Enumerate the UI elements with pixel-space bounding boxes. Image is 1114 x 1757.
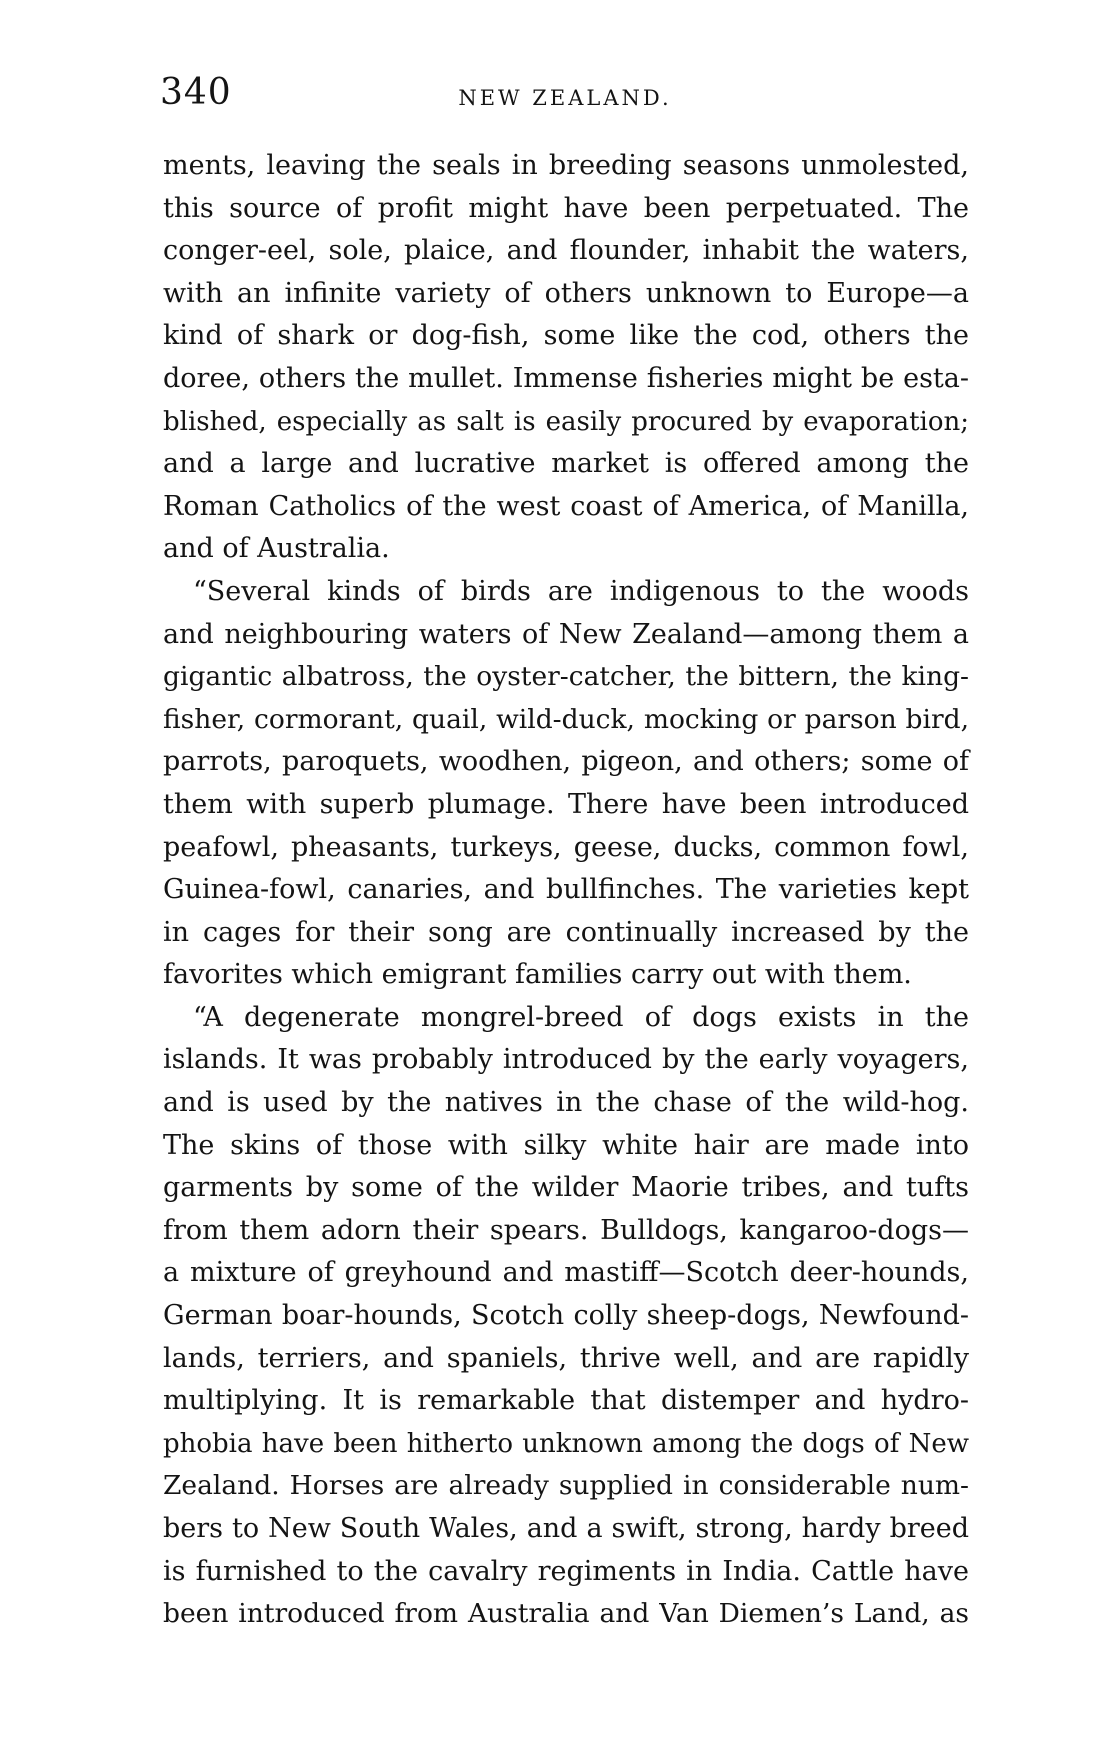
text-line: fisher, cormorant, quail, wild-duck, mocking or parson bird, [163, 703, 969, 735]
text-line: favorites which emigrant families carry out with them. [163, 959, 912, 991]
text-line: ments, leaving the seals in breeding seasons unmolested, [163, 150, 969, 181]
text-line: doree, others the mullet. Immense fisheries might be esta- [163, 362, 969, 394]
text-line: German boar-hounds, Scotch colly sheep-dogs, Newfound- [163, 1300, 969, 1332]
text-line: been introduced from Australia and Van Diemen’s Land, as [163, 1598, 969, 1630]
text-line: in cages for their song are continually increased by the [163, 916, 969, 948]
text-line: islands. It was probably introduced by the early voyagers, [163, 1044, 969, 1076]
text-line: peafowl, pheasants, turkeys, geese, ducks, common fowl, [163, 831, 969, 863]
body-text [163, 145, 969, 1636]
text-line: multiplying. It is remarkable that distemper and hydro- [163, 1385, 969, 1417]
text-line: and neighbouring waters of New Zealand—among them a [163, 618, 969, 650]
running-title: NEW ZEALAND. [458, 86, 672, 110]
text-line: blished, especially as salt is easily procured by evaporation; [163, 406, 969, 437]
text-line: Guinea-fowl, canaries, and bullfinches. The varieties kept [163, 874, 969, 906]
page-number: 340 [160, 72, 232, 113]
text-line: and is used by the natives in the chase of the wild-hog. [163, 1087, 969, 1119]
text-line: a mixture of greyhound and mastiff—Scotch deer-hounds, [163, 1257, 969, 1289]
text-line: garments by some of the wilder Maorie tribes, and tufts [163, 1172, 969, 1204]
text-line: phobia have been hitherto unknown among the dogs of New [163, 1428, 969, 1459]
text-line: parrots, paroquets, woodhen, pigeon, and others; some of [163, 746, 969, 778]
text-line: from them adorn their spears. Bulldogs, kangaroo-dogs— [163, 1214, 969, 1246]
running-head [160, 72, 970, 122]
text-line: Zealand. Horses are already supplied in considerable num- [163, 1470, 969, 1502]
text-line: lands, terriers, and spaniels, thrive well, and are rapidly [163, 1342, 969, 1374]
paragraph-first-line: “A degenerate mongrel-breed of dogs exists in the [193, 1001, 969, 1033]
text-line: and of Australia. [163, 533, 390, 565]
text-line: this source of profit might have been perpetuated. The [163, 192, 969, 224]
text-line: with an infinite variety of others unknown to Europe—a [163, 277, 969, 309]
text-line: Roman Catholics of the west coast of America, of Manilla, [163, 490, 969, 522]
text-line: them with superb plumage. There have been introduced [163, 788, 969, 820]
text-line: The skins of those with silky white hair are made into [163, 1129, 969, 1161]
text-line: kind of shark or dog-fish, some like the cod, others the [163, 320, 969, 352]
text-line: is furnished to the cavalry regiments in India. Cattle have [163, 1555, 969, 1587]
paragraph-first-line: “Several kinds of birds are indigenous to the woods [193, 575, 969, 607]
text-line: bers to New South Wales, and a swift, strong, hardy breed [163, 1513, 969, 1544]
text-line: and a large and lucrative market is offered among the [163, 448, 969, 480]
text-line: gigantic albatross, the oyster-catcher, the bittern, the king- [163, 661, 969, 693]
text-line: conger-eel, sole, plaice, and flounder, inhabit the waters, [163, 235, 969, 267]
